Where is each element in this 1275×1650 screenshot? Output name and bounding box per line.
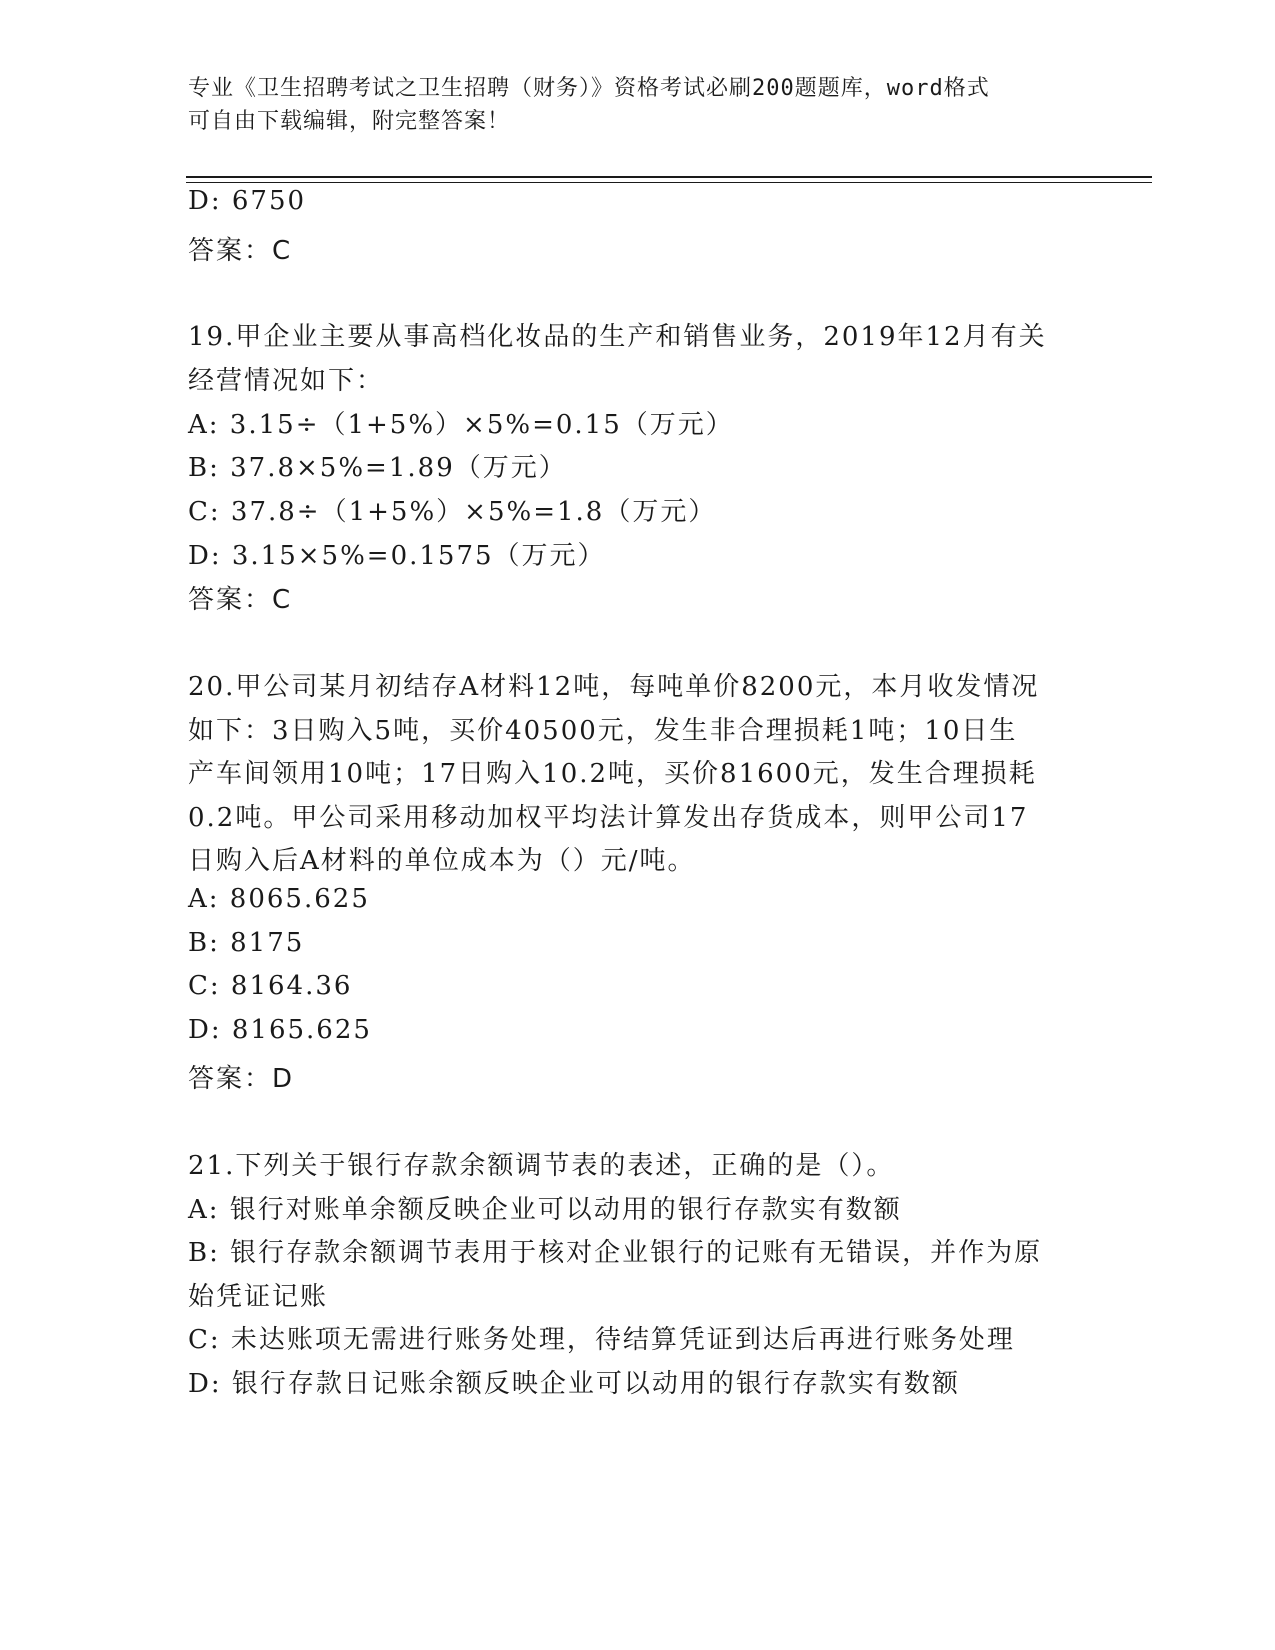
q19-stem-line-1: 19.甲企业主要从事高档化妆品的生产和销售业务，2019年12月有关 (188, 322, 1047, 352)
q21-stem-line-1: 21.下列关于银行存款余额调节表的表述，正确的是（）。 (188, 1151, 895, 1181)
q21-option-a: A: 银行对账单余额反映企业可以动用的银行存款实有数额 (188, 1195, 902, 1225)
q20-stem-line-4: 0.2吨。甲公司采用移动加权平均法计算发出存货成本，则甲公司17 (188, 803, 1029, 833)
q19-option-a: A: 3.15÷（1+5%）×5%=0.15（万元） (188, 410, 734, 440)
q21-option-b-line-2: 始凭证记账 (188, 1282, 329, 1312)
header-title-line-2: 可自由下载编辑，附完整答案！ (188, 109, 511, 134)
q20-option-c: C: 8164.36 (188, 971, 353, 1001)
q19-option-d: D: 3.15×5%=0.1575（万元） (188, 541, 606, 571)
page-header (188, 72, 1068, 138)
q20-stem-line-1: 20.甲公司某月初结存A材料12吨，每吨单价8200元，本月收发情况 (188, 672, 1040, 702)
q20-stem-line-5: 日购入后A材料的单位成本为（）元/吨。 (188, 846, 696, 876)
q18-answer: 答案：C (188, 236, 293, 266)
q21-option-d: D: 银行存款日记账余额反映企业可以动用的银行存款实有数额 (188, 1369, 960, 1399)
q21-option-b-line-1: B: 银行存款余额调节表用于核对企业银行的记账有无错误，并作为原 (188, 1238, 1043, 1268)
header-title-line-1: 专业《卫生招聘考试之卫生招聘（财务）》资格考试必刷200题题库，word格式 (188, 76, 990, 101)
header-divider-thin (186, 182, 1152, 183)
q19-option-c: C: 37.8÷（1+5%）×5%=1.8（万元） (188, 497, 717, 527)
q18-option-d: D: 6750 (188, 186, 307, 216)
q20-option-a: A: 8065.625 (188, 884, 370, 914)
q20-option-d: D: 8165.625 (188, 1015, 372, 1045)
q20-stem-line-3: 产车间领用10吨；17日购入10.2吨，买价81600元，发生合理损耗 (188, 759, 1037, 789)
header-divider-thick (186, 176, 1152, 178)
q19-option-b: B: 37.8×5%=1.89（万元） (188, 453, 567, 483)
q20-stem-line-2: 如下：3日购入5吨，买价40500元，发生非合理损耗1吨；10日生 (188, 716, 1018, 746)
q19-stem-line-2: 经营情况如下： (188, 366, 385, 396)
q20-option-b: B: 8175 (188, 928, 305, 958)
q21-option-c: C: 未达账项无需进行账务处理，待结算凭证到达后再进行账务处理 (188, 1325, 1015, 1355)
q20-answer: 答案：D (188, 1064, 295, 1094)
q19-answer: 答案：C (188, 585, 293, 615)
